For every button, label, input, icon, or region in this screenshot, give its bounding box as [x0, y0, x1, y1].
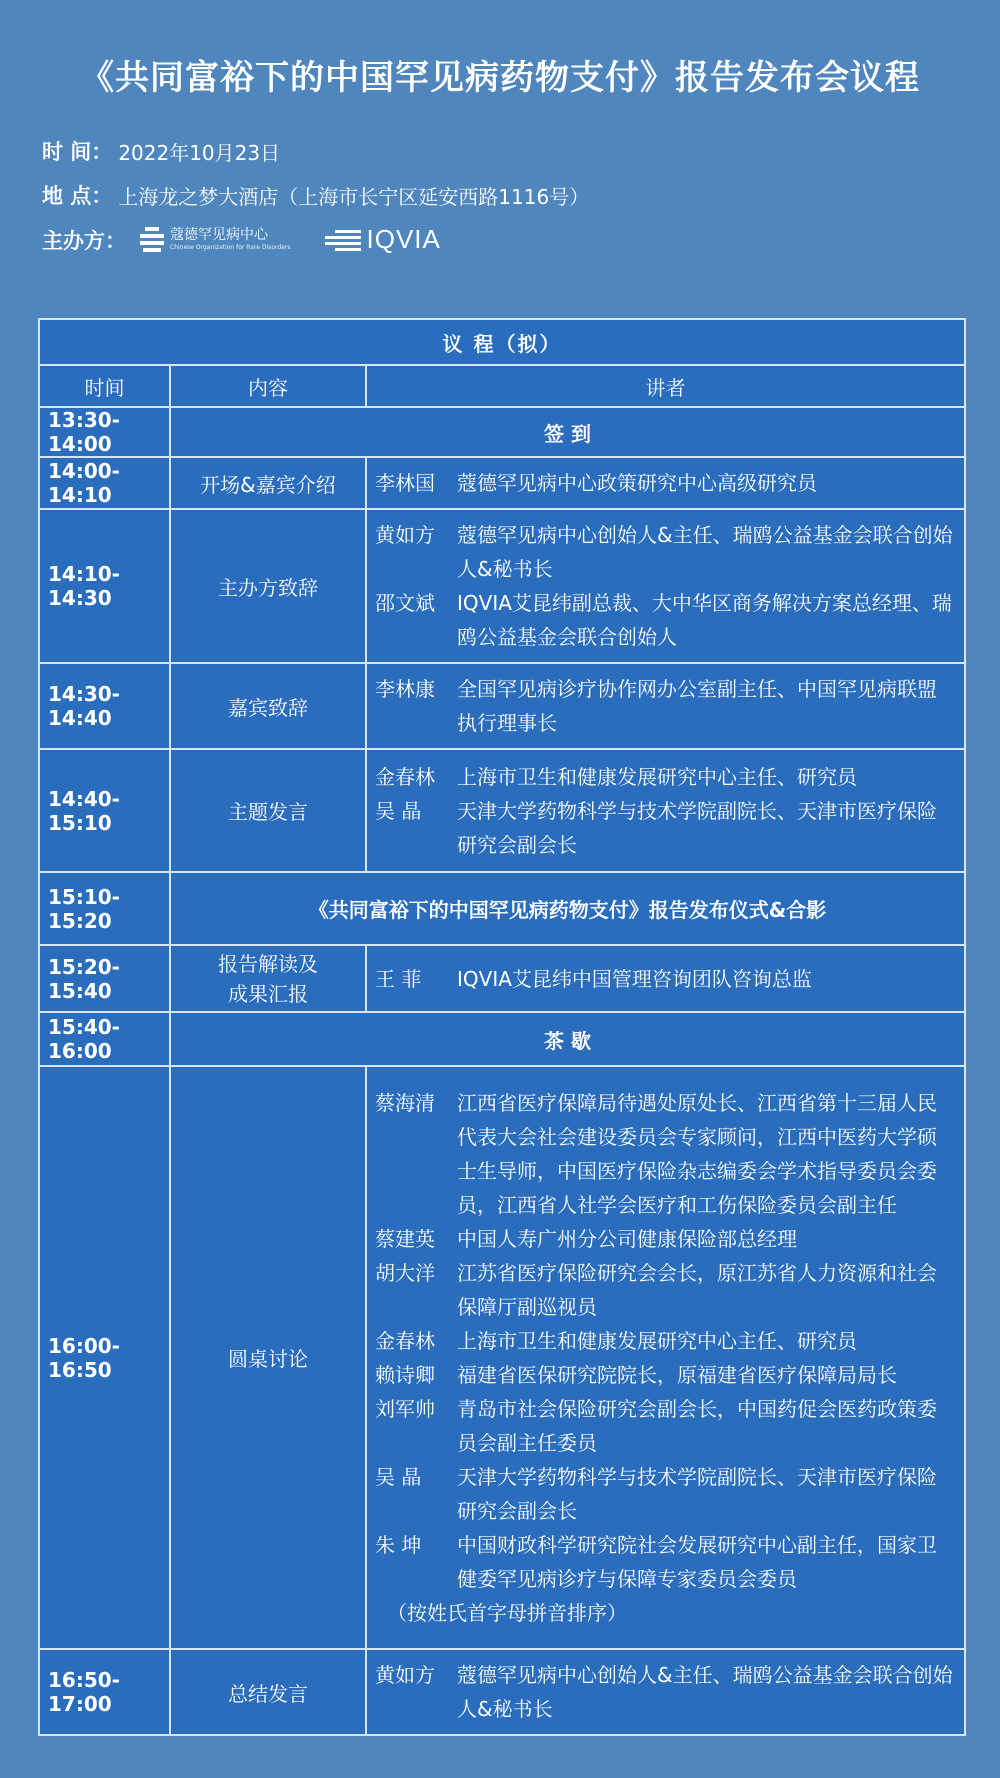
row-time: 14:10-14:30 — [39, 509, 170, 663]
iqvia-logo-icon — [325, 229, 361, 251]
speaker-role: 全国罕见病诊疗协作网办公室副主任、中国罕见病联盟执行理事长 — [457, 677, 937, 735]
speaker-name: 邵文斌 — [375, 591, 435, 615]
row-content: 总结发言 — [170, 1649, 366, 1735]
speaker-role: 天津大学药物科学与技术学院副院长、天津市医疗保险研究会副会长 — [457, 798, 937, 857]
row-full-content: 茶 歇 — [170, 1012, 965, 1066]
row-time: 13:30-14:00 — [39, 407, 170, 457]
agenda-row — [39, 872, 965, 945]
row-time: 15:20-15:40 — [39, 945, 170, 1012]
host-info — [42, 224, 441, 255]
speaker-role: 福建省医保研究院院长，原福建省医疗保障局局长 — [457, 1362, 897, 1387]
row-full-content: 签 到 — [170, 407, 965, 457]
agenda-row — [39, 1649, 965, 1735]
speaker-role: 江西省医疗保障局待遇处原处长、江西省第十三届人民代表大会社会建设委员会专家顾问，江西中医药大学硕士生导师，中国医疗保险杂志编委会学术指导委员会委员，江西省人社学会医疗和工伤保险委员会副主任 — [457, 1090, 937, 1217]
header-speaker: 讲者 — [366, 365, 965, 407]
speaker — [375, 672, 956, 740]
speaker — [375, 586, 956, 654]
speaker-name: 吴 晶 — [375, 798, 422, 823]
speaker — [375, 1256, 956, 1324]
row-speakers — [366, 663, 965, 749]
agenda-table — [38, 318, 966, 1736]
row-time: 16:50-17:00 — [39, 1649, 170, 1735]
cord-logo — [140, 227, 291, 253]
place-info — [42, 180, 589, 210]
speaker-name: 王 菲 — [375, 966, 422, 991]
speaker-name: 刘军帅 — [375, 1396, 435, 1421]
speaker-name: 李林国 — [375, 471, 435, 495]
agenda-row — [39, 945, 965, 1012]
speaker — [375, 466, 956, 500]
speaker-name: 赖诗卿 — [375, 1362, 435, 1387]
speaker-role: 江苏省医疗保险研究会会长，原江苏省人力资源和社会保障厅副巡视员 — [457, 1260, 937, 1319]
speaker — [375, 1658, 956, 1726]
agenda-row — [39, 457, 965, 509]
row-content: 嘉宾致辞 — [170, 663, 366, 749]
speaker — [375, 1086, 956, 1222]
cord-logo-icon — [140, 227, 164, 253]
speaker-name: 吴 晶 — [375, 1464, 422, 1489]
agenda-caption: 议 程（拟） — [39, 319, 965, 365]
cord-logo-subtitle: Chinese Organization for Rare Disorders — [170, 244, 291, 251]
speaker — [375, 962, 956, 996]
page-title: 《共同富裕下的中国罕见病药物支付》报告发布会议程 — [80, 58, 920, 98]
row-speakers — [366, 457, 965, 509]
row-time: 14:00-14:10 — [39, 457, 170, 509]
row-content: 主题发言 — [170, 749, 366, 872]
row-speakers — [366, 1066, 965, 1649]
iqvia-logo — [325, 224, 441, 255]
row-content: 报告解读及成果汇报 — [170, 945, 366, 1012]
speaker-name: 金春林 — [375, 1328, 435, 1353]
speaker-name: 金春林 — [375, 764, 435, 789]
place-value: 上海龙之梦大酒店（上海市长宁区延安西路1116号） — [118, 184, 590, 209]
speaker-role: 中国财政科学研究院社会发展研究中心副主任，国家卫健委罕见病诊疗与保障专家委员会委员 — [457, 1532, 937, 1591]
row-time: 15:40-16:00 — [39, 1012, 170, 1066]
row-time: 16:00-16:50 — [39, 1066, 170, 1649]
speaker — [375, 1222, 956, 1256]
speaker — [375, 518, 956, 586]
speaker — [375, 1324, 956, 1358]
speaker — [375, 794, 956, 862]
row-content: 圆桌讨论 — [170, 1066, 366, 1649]
speaker — [375, 1392, 956, 1460]
speaker-name: 朱 坤 — [375, 1532, 422, 1557]
row-content: 主办方致辞 — [170, 509, 366, 663]
agenda-row — [39, 1012, 965, 1066]
agenda-row — [39, 509, 965, 663]
sort-note: （按姓氏首字母拼音排序） — [387, 1600, 627, 1625]
speaker-name: 胡大洋 — [375, 1260, 435, 1285]
time-value: 2022年10月23日 — [118, 140, 281, 165]
speaker — [375, 1358, 956, 1392]
speaker-name: 蔡建英 — [375, 1226, 435, 1251]
speaker — [375, 760, 956, 794]
row-speakers — [366, 749, 965, 872]
agenda-row — [39, 1066, 965, 1649]
agenda-row — [39, 663, 965, 749]
host-label: 主办方： — [42, 228, 126, 253]
agenda-row — [39, 407, 965, 457]
row-speakers — [366, 1649, 965, 1735]
time-info — [42, 136, 280, 166]
iqvia-logo-name: IQVIA — [366, 224, 441, 254]
row-speakers — [366, 945, 965, 1012]
row-time: 14:40-15:10 — [39, 749, 170, 872]
speaker-role: 上海市卫生和健康发展研究中心主任、研究员 — [457, 1328, 857, 1353]
row-content: 开场&嘉宾介绍 — [170, 457, 366, 509]
speaker-name: 蔡海清 — [375, 1090, 435, 1115]
row-full-content: 《共同富裕下的中国罕见病药物支付》报告发布仪式&合影 — [170, 872, 965, 945]
speaker-role: 蔻德罕见病中心创始人&主任、瑞鸥公益基金会联合创始人&秘书长 — [457, 1663, 953, 1721]
speaker-role: 青岛市社会保险研究会副会长，中国药促会医药政策委员会副主任委员 — [457, 1396, 937, 1455]
speaker-role: 蔻德罕见病中心创始人&主任、瑞鸥公益基金会联合创始人&秘书长 — [457, 523, 953, 581]
row-speakers — [366, 509, 965, 663]
speaker-role: IQVIA艾昆纬中国管理咨询团队咨询总监 — [457, 966, 812, 991]
header-content: 内容 — [170, 365, 366, 407]
header-time: 时间 — [39, 365, 170, 407]
cord-logo-name: 蔻德罕见病中心 — [170, 227, 268, 243]
agenda-header-row — [39, 365, 965, 407]
row-time: 14:30-14:40 — [39, 663, 170, 749]
speaker-role: 中国人寿广州分公司健康保险部总经理 — [457, 1226, 797, 1251]
speaker-role: IQVIA艾昆纬副总裁、大中华区商务解决方案总经理、瑞鸥公益基金会联合创始人 — [457, 591, 952, 649]
time-label: 时 间： — [42, 140, 113, 164]
place-label: 地 点： — [42, 184, 113, 208]
row-time: 15:10-15:20 — [39, 872, 170, 945]
speaker — [375, 1460, 956, 1528]
speaker — [375, 1528, 956, 1596]
speaker-role: 蔻德罕见病中心政策研究中心高级研究员 — [457, 471, 817, 495]
speaker-role: 上海市卫生和健康发展研究中心主任、研究员 — [457, 764, 857, 789]
speaker-name: 黄如方 — [375, 523, 435, 547]
speaker-name: 李林康 — [375, 677, 435, 701]
speaker-role: 天津大学药物科学与技术学院副院长、天津市医疗保险研究会副会长 — [457, 1464, 937, 1523]
agenda-row — [39, 749, 965, 872]
speaker-name: 黄如方 — [375, 1663, 435, 1687]
